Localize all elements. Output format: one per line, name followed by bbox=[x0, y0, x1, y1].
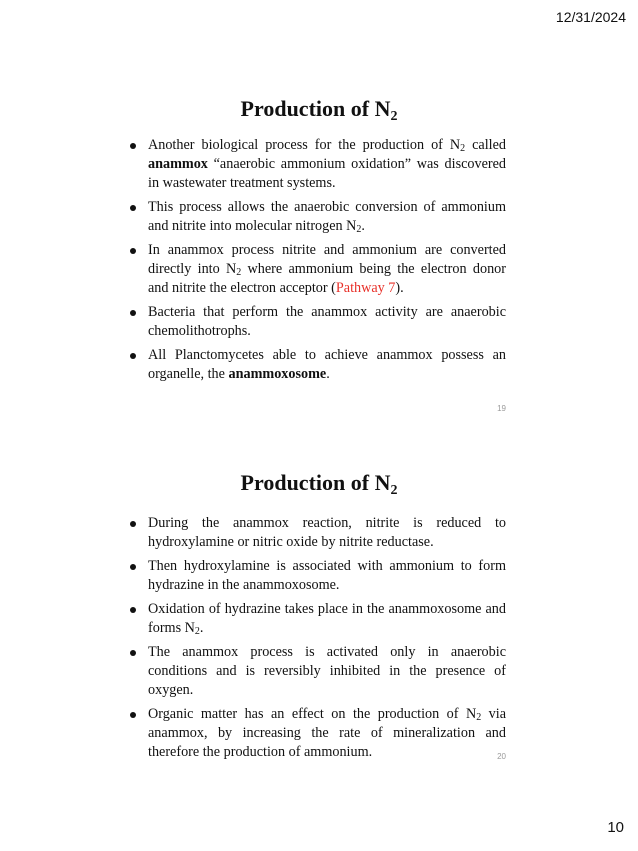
slide-20 bbox=[0, 470, 638, 761]
list-item: During the anammox reaction, nitrite is reduced to hydroxylamine or nitric oxide by nitrite reductase. bbox=[128, 514, 506, 552]
pathway-reference: Pathway 7 bbox=[335, 280, 396, 296]
page-number: 10 bbox=[607, 819, 624, 836]
slide-title: Production of $N_2$ bbox=[240, 470, 398, 498]
list-item: The anammox process is activated only in anaerobic conditions and is reversibly inhibited in the presence of oxygen. bbox=[128, 643, 506, 700]
print-date: 12/31/2024 bbox=[555, 9, 626, 25]
list-item: All Planctomycetes able to achieve anammox possess an organelle, the anammoxosome. bbox=[128, 346, 506, 384]
slide-19 bbox=[0, 96, 638, 413]
slide-title: Production of $N_2$ bbox=[240, 96, 398, 124]
list-item: Then hydroxylamine is associated with ammonium to form hydrazine in the anammoxosome. bbox=[128, 557, 506, 595]
list-item: Oxidation of hydrazine takes place in the anammoxosome and forms $N_2$. bbox=[128, 600, 506, 638]
list-item: Another biological process for the production of $N_2$ called anammox “anaerobic ammonium oxidation” was discovered in wastewater treatment systems. bbox=[128, 136, 506, 193]
list-item: This process allows the anaerobic conversion of ammonium and nitrite into molecular nitrogen $N_2$. bbox=[128, 198, 506, 236]
list-item: In anammox process nitrite and ammonium are converted directly into $N_2$ where ammonium being the electron donor and nitrite the electron acceptor (Pathway 7). bbox=[128, 241, 506, 298]
bullet-list bbox=[128, 136, 506, 389]
slide-number: 19 bbox=[497, 404, 506, 413]
list-item: Bacteria that perform the anammox activity are anaerobic chemolithotrophs. bbox=[128, 303, 506, 341]
list-item: Organic matter has an effect on the production of $N_2$ via anammox, by increasing the rate of mineralization and therefore the production of ammonium. bbox=[128, 705, 506, 762]
bullet-list bbox=[128, 514, 506, 767]
slide-number: 20 bbox=[497, 752, 506, 761]
